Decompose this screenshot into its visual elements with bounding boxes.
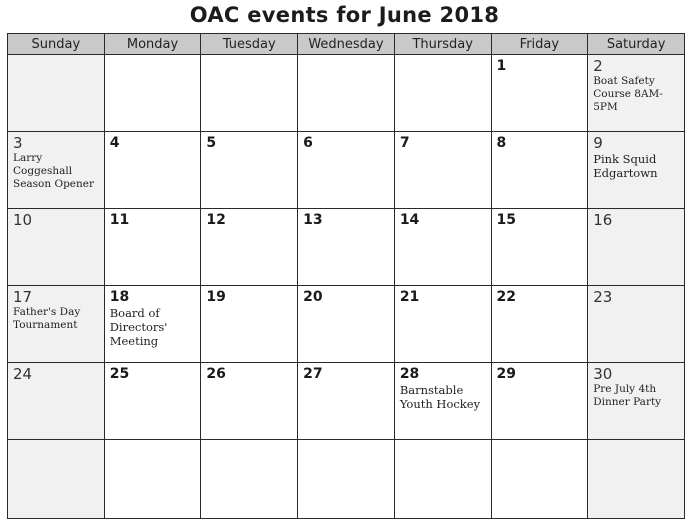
- day-number: 23: [593, 288, 613, 306]
- header-saturday: Saturday: [588, 34, 685, 55]
- week-row: [8, 55, 685, 132]
- day-number: 7: [399, 135, 410, 151]
- week-row: [8, 363, 685, 440]
- day-cell: [394, 440, 491, 519]
- event-text: Larry Coggeshall Season Opener: [13, 152, 95, 190]
- header-wednesday: Wednesday: [298, 34, 395, 55]
- day-cell: [104, 209, 201, 286]
- day-number: 3: [13, 134, 23, 152]
- day-cell: [491, 209, 588, 286]
- day-number: 14: [399, 212, 420, 228]
- header-sunday: Sunday: [8, 34, 105, 55]
- day-number: 13: [303, 212, 323, 228]
- week-row: [8, 209, 685, 286]
- day-cell: [491, 55, 588, 132]
- day-cell: [394, 286, 491, 363]
- day-cell: [298, 286, 395, 363]
- event-text: Barnstable Youth Hockey: [399, 383, 481, 411]
- day-cell: [491, 132, 588, 209]
- day-cell: [201, 209, 298, 286]
- day-number: 16: [593, 211, 613, 229]
- day-number: 11: [109, 212, 130, 228]
- header-tuesday: Tuesday: [201, 34, 298, 55]
- day-number: 24: [13, 365, 33, 383]
- day-cell: [8, 55, 105, 132]
- day-cell: [8, 363, 105, 440]
- day-cell: [104, 132, 201, 209]
- day-number: 19: [206, 289, 226, 305]
- day-number: 29: [496, 366, 516, 382]
- day-cell: [201, 55, 298, 132]
- day-cell: [8, 440, 105, 519]
- day-cell: [394, 132, 491, 209]
- header-monday: Monday: [104, 34, 201, 55]
- day-cell: [491, 363, 588, 440]
- day-number: 15: [496, 212, 516, 228]
- day-number: 21: [399, 289, 420, 305]
- day-number: 6: [303, 135, 313, 151]
- day-number: 10: [13, 211, 33, 229]
- day-cell: [298, 132, 395, 209]
- month-calendar: [7, 33, 685, 519]
- day-number: 26: [206, 366, 226, 382]
- day-number: 27: [303, 366, 323, 382]
- event-text: Board of Directors' Meeting: [109, 306, 168, 348]
- calendar-title: OAC events for June 2018: [189, 3, 500, 27]
- day-cell: [588, 209, 685, 286]
- day-number: 2: [593, 57, 603, 75]
- day-cell: [588, 55, 685, 132]
- weekday-header-row: [8, 34, 685, 55]
- day-cell: [8, 209, 105, 286]
- day-cell: [588, 363, 685, 440]
- day-cell: [201, 132, 298, 209]
- event-text: Pre July 4th Dinner Party: [593, 383, 662, 408]
- day-cell: [394, 363, 491, 440]
- day-cell: [104, 440, 201, 519]
- day-cell: [104, 286, 201, 363]
- day-cell: [298, 55, 395, 132]
- day-number: 5: [206, 135, 217, 151]
- day-number: 25: [109, 366, 130, 382]
- day-number: 18: [109, 289, 130, 305]
- day-number: 4: [109, 135, 120, 151]
- day-cell: [588, 440, 685, 519]
- day-cell: [201, 440, 298, 519]
- day-cell: [8, 132, 105, 209]
- event-text: Pink Squid Edgartown: [593, 152, 658, 180]
- day-cell: [588, 132, 685, 209]
- day-cell: [491, 440, 588, 519]
- day-cell: [298, 440, 395, 519]
- day-cell: [394, 55, 491, 132]
- day-cell: [298, 363, 395, 440]
- header-thursday: Thursday: [394, 34, 491, 55]
- event-text: Father's Day Tournament: [13, 306, 81, 331]
- day-number: 8: [496, 135, 507, 151]
- day-cell: [491, 286, 588, 363]
- day-cell: [201, 286, 298, 363]
- day-cell: [588, 286, 685, 363]
- week-row: [8, 286, 685, 363]
- day-number: 12: [206, 212, 226, 228]
- event-text: Boat Safety Course 8AM-5PM: [593, 75, 663, 113]
- header-friday: Friday: [491, 34, 588, 55]
- day-number: 20: [303, 289, 323, 305]
- day-cell: [8, 286, 105, 363]
- day-number: 30: [593, 365, 613, 383]
- week-row: [8, 132, 685, 209]
- day-number: 28: [399, 366, 420, 382]
- day-cell: [298, 209, 395, 286]
- day-cell: [104, 55, 201, 132]
- day-cell: [104, 363, 201, 440]
- day-number: 22: [496, 289, 516, 305]
- day-number: 1: [496, 58, 507, 74]
- week-row: [8, 440, 685, 519]
- day-cell: [394, 209, 491, 286]
- day-cell: [201, 363, 298, 440]
- day-number: 17: [13, 288, 33, 306]
- day-number: 9: [593, 134, 603, 152]
